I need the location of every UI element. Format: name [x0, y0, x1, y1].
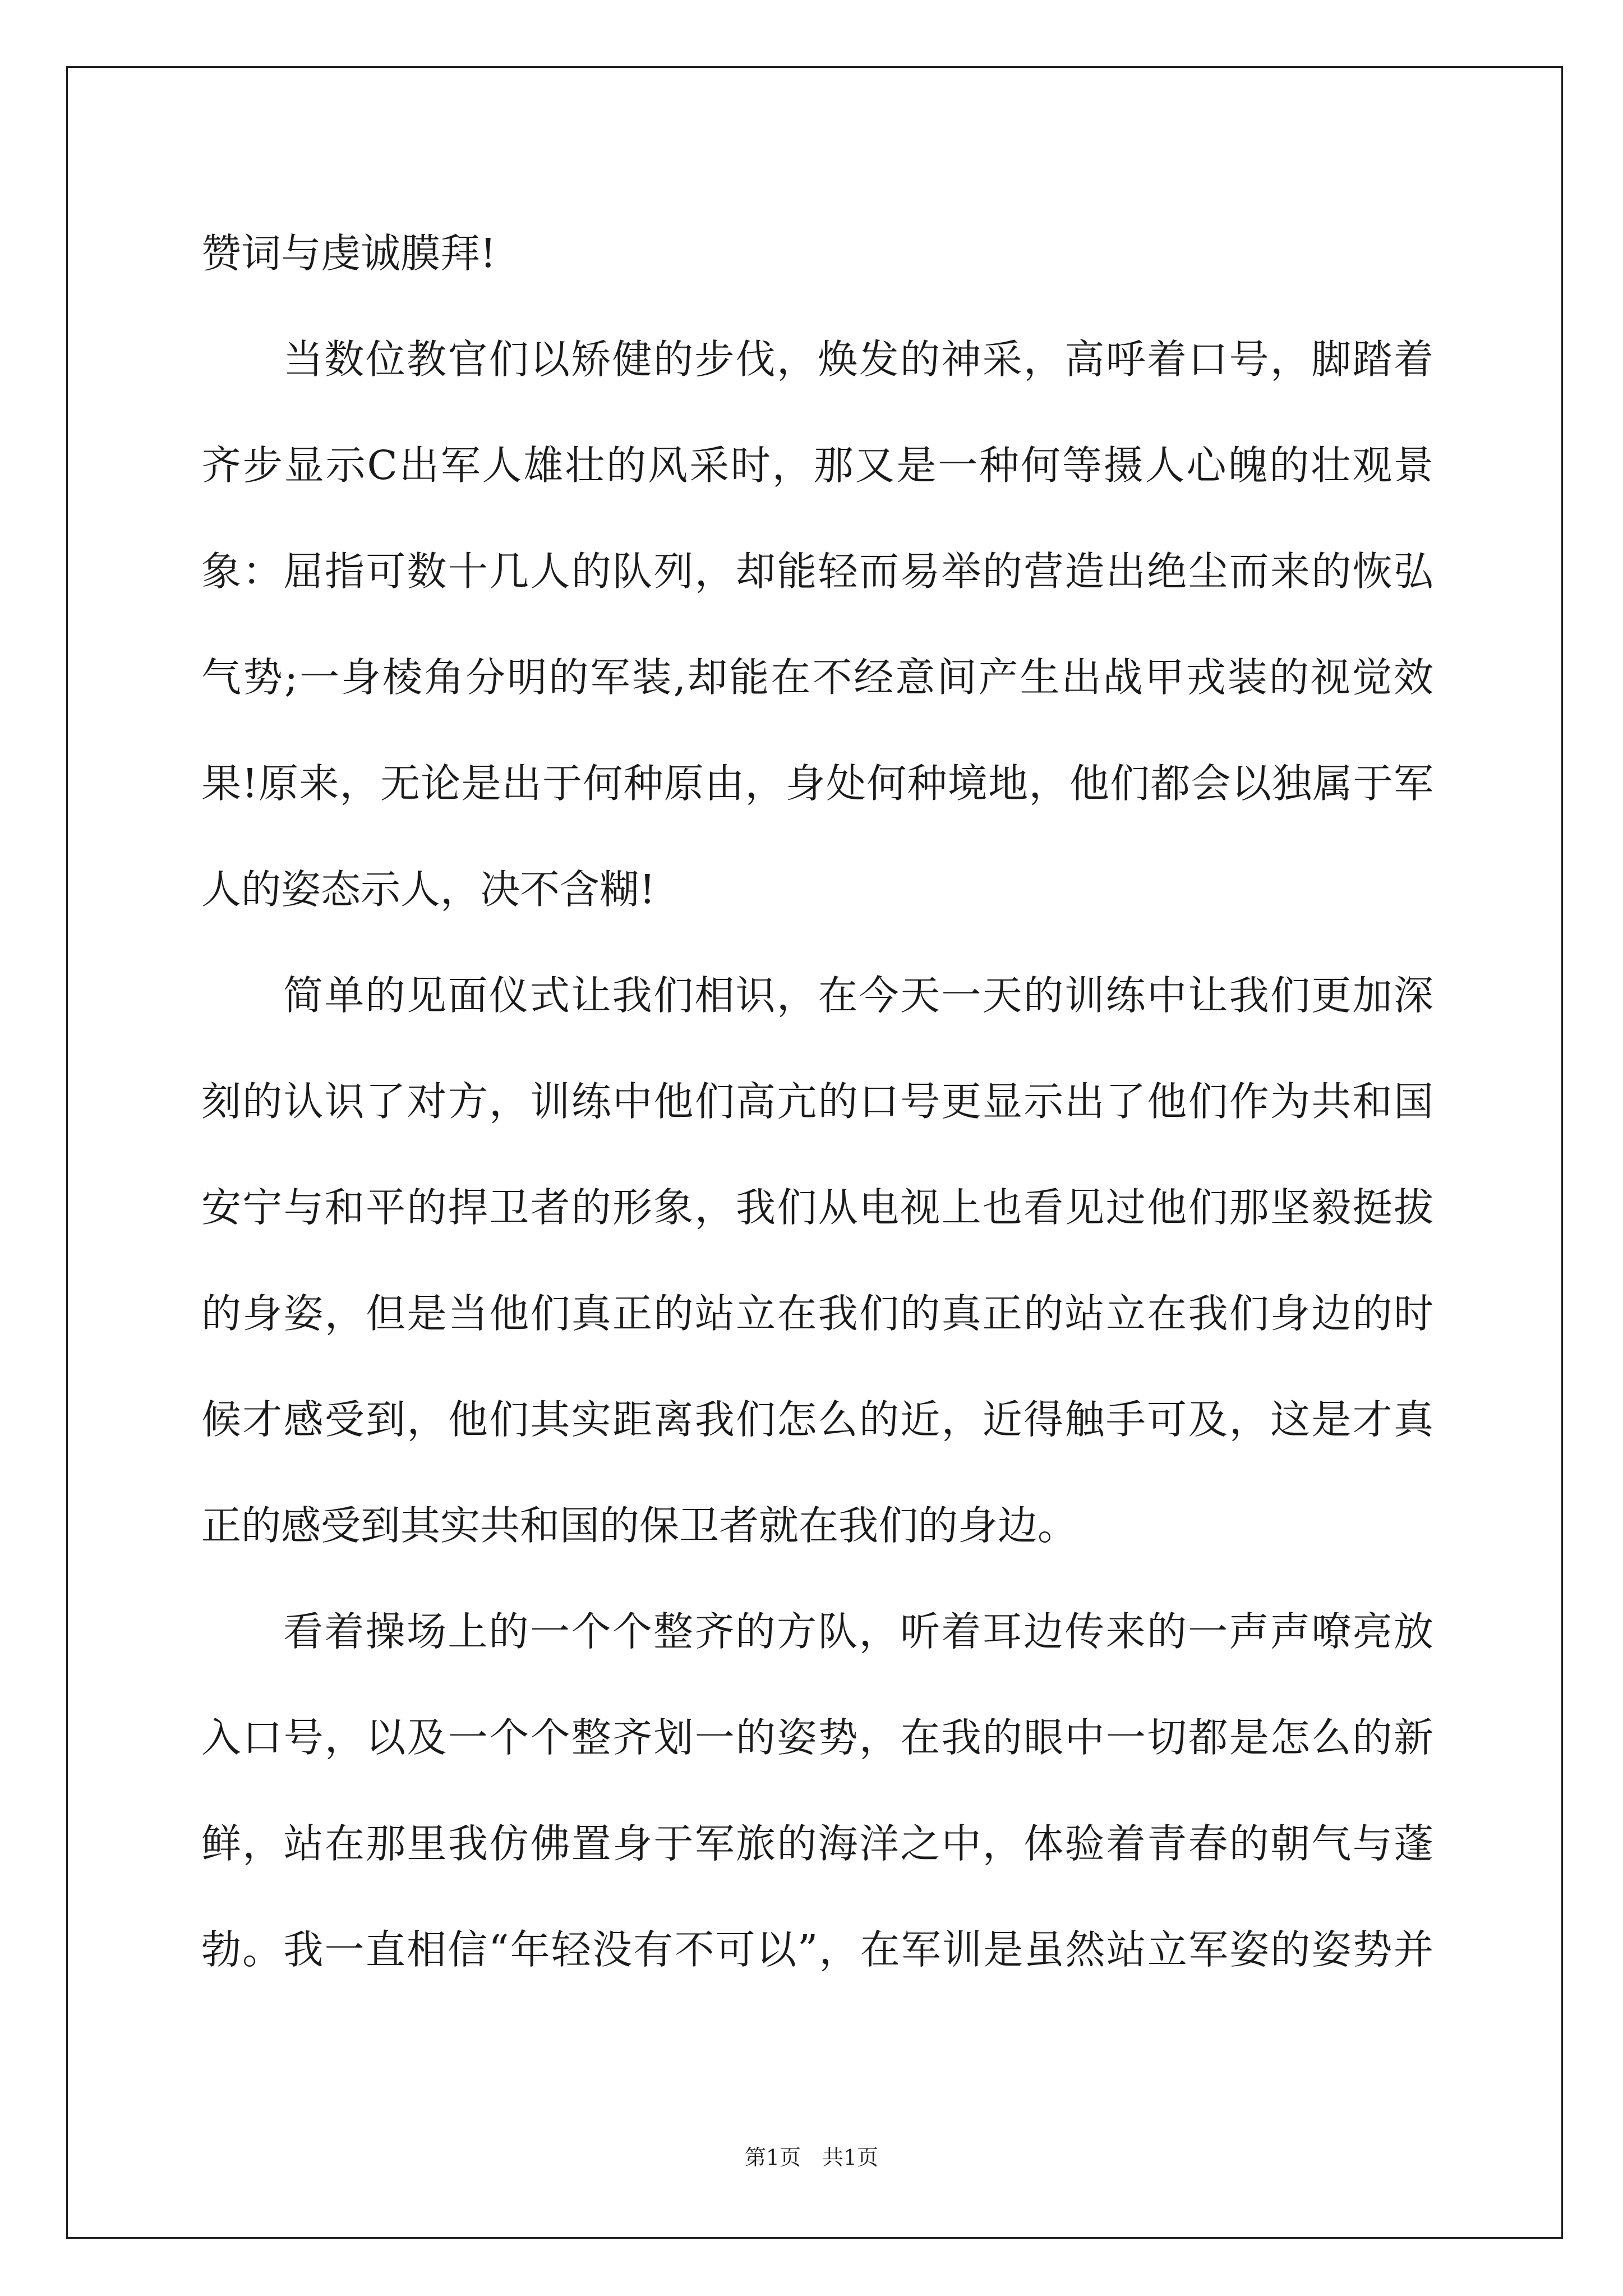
- text-line: 正的感受到其实共和国的保卫者就在我们的身边。: [201, 1502, 1078, 1549]
- paragraph: [201, 306, 1433, 942]
- text-line: 刻的认识了对方，训练中他们高亢的口号更显示出了他们作为共和国: [201, 1078, 1433, 1125]
- paragraph: [201, 942, 1433, 1579]
- text-line: 象：屈指可数十几人的队列，却能轻而易举的营造出绝尘而来的恢弘: [201, 548, 1433, 595]
- paragraph-continuation: [201, 200, 1433, 306]
- text-line: 的身姿，但是当他们真正的站立在我们的真正的站立在我们身边的时: [201, 1290, 1433, 1337]
- text-line: 鲜，站在那里我仿佛置身于军旅的海洋之中，体验着青春的朝气与蓬: [201, 1820, 1433, 1867]
- paragraph: [201, 1579, 1433, 2003]
- text-line: 安宁与和平的捍卫者的形象，我们从电视上也看见过他们那坚毅挺拔: [201, 1184, 1433, 1231]
- text-line: 人的姿态示人，决不含糊!: [201, 866, 656, 913]
- text-line: 当数位教官们以矫健的步伐，焕发的神采，高呼着口号，脚踏着: [283, 336, 1433, 383]
- text-line: 简单的见面仪式让我们相识，在今天一天的训练中让我们更加深: [283, 972, 1433, 1019]
- text-line: 看着操场上的一个个整齐的方队，听着耳边传来的一声声嘹亮放: [283, 1608, 1433, 1655]
- text-line: 果!原来，无论是出于何种原由，身处何种境地，他们都会以独属于军: [201, 760, 1433, 807]
- document-body: [201, 200, 1433, 2003]
- page-number-footer: 第1页 共1页: [744, 2145, 879, 2170]
- text-line: 齐步显示C出军人雄壮的风采时，那又是一种何等摄人心魄的壮观景: [201, 442, 1433, 489]
- text-line: 候才感受到，他们其实距离我们怎么的近，近得触手可及，这是才真: [201, 1396, 1433, 1443]
- text-line: 赞词与虔诚膜拜!: [201, 230, 496, 277]
- text-line: 气势;一身棱角分明的军装,却能在不经意间产生出战甲戎装的视觉效: [201, 654, 1433, 701]
- text-line: 入口号，以及一个个整齐划一的姿势，在我的眼中一切都是怎么的新: [201, 1714, 1433, 1761]
- text-line: 勃。我一直相信“年轻没有不可以”，在军训是虽然站立军姿的姿势并: [201, 1926, 1433, 1973]
